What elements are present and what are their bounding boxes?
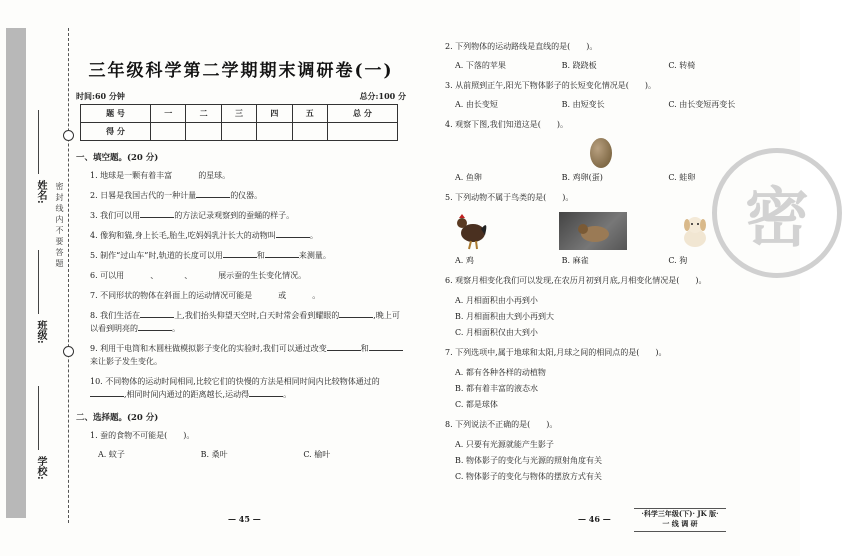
option-c[interactable]: C. 都是球体 (455, 400, 498, 409)
confidential-stamp: 密 (712, 148, 842, 278)
option-b[interactable]: B. 月相面积由大到小再到大 (455, 312, 554, 321)
footer-brand: 一 线 调 研 (662, 519, 698, 528)
option-a[interactable]: A. 都有各种各样的动植物 (455, 368, 546, 377)
option-a[interactable]: A. 由长变短 (455, 100, 498, 109)
option-b[interactable]: B. 都有着丰富的液态水 (455, 384, 538, 393)
score-cell[interactable] (186, 123, 221, 141)
sparrow-image (559, 212, 627, 250)
score-cell[interactable] (221, 123, 256, 141)
score-table (80, 104, 398, 141)
option-c[interactable]: C. 蛙卵 (668, 173, 696, 182)
score-header: 一 (151, 105, 186, 123)
rooster-image (451, 211, 491, 251)
fill-question: 7. 不同形状的物体在斜面上的运动情况可能是 或 。 (90, 291, 321, 300)
binding-strip (6, 28, 26, 518)
answer-blank[interactable] (196, 189, 230, 198)
score-header: 二 (186, 105, 221, 123)
score-cell[interactable] (151, 123, 186, 141)
answer-blank[interactable] (276, 229, 310, 238)
option-a[interactable]: A. 只要有光源就能产生影子 (455, 440, 554, 449)
binding-hole (63, 346, 74, 357)
binding-hole (63, 130, 74, 141)
class-blank[interactable] (38, 250, 39, 314)
footer-box (634, 508, 726, 532)
answer-blank[interactable] (138, 322, 172, 331)
time-limit: 时间:60 分钟 (76, 91, 125, 101)
answer-blank[interactable] (223, 249, 257, 258)
option-a[interactable]: A. 鱼卵 (455, 173, 482, 182)
option-b[interactable]: B. 麻雀 (561, 256, 589, 265)
option-b[interactable]: B. 由短变长 (561, 100, 605, 109)
school-label: 学校: (35, 456, 46, 480)
seal-line (68, 28, 69, 523)
fill-question: 1. 地球是一颗有着丰富 的星球。 (90, 171, 231, 180)
name-blank[interactable] (38, 110, 39, 174)
fill-question: 10. 不同物体的运动时间相同,比较它们的快慢的方法是相同时间内比较物体通过的,相同时间内通过的距离越长,运动得 。 (90, 377, 380, 399)
choice-options (98, 449, 406, 460)
fill-question: 8. 我们生活在 上,我们抬头仰望天空时,白天时常会看到耀眼的 ,晚上可以看到明亮的 。 (90, 311, 400, 333)
option-a[interactable]: A. 月相面积由小再到小 (455, 296, 538, 305)
fill-question: 5. 制作“过山车”时,轨道的长度可以用 和 来测量。 (90, 251, 331, 260)
answer-blank[interactable] (339, 309, 373, 318)
egg-image (590, 138, 612, 168)
score-header: 五 (292, 105, 327, 123)
choice-question: 6. 观察月相变化我们可以发现,在农历月初到月底,月相变化情况是( )。 (445, 276, 707, 285)
puppy-image (675, 212, 715, 250)
choice-question: 7. 下列选项中,属于地球和太阳,月球之间的相同点的是( )。 (445, 348, 667, 357)
answer-blank[interactable] (369, 342, 403, 351)
option-b[interactable]: B. 桑叶 (200, 450, 228, 459)
exam-title: 三年级科学第二学期期末调研卷(一) (88, 61, 394, 81)
left-page (76, 40, 406, 468)
footer-series: ·科学三年级(下)· JK 版· (641, 509, 719, 518)
option-a[interactable]: A. 蚊子 (98, 450, 125, 459)
answer-blank[interactable] (90, 388, 124, 397)
answer-blank[interactable] (140, 309, 174, 318)
choice-options (455, 255, 775, 266)
option-a[interactable]: A. 下落的苹果 (455, 61, 506, 70)
score-header: 总 分 (327, 105, 397, 123)
section-choice-heading: 二、选择题。(20 分) (76, 413, 159, 423)
answer-blank[interactable] (140, 209, 174, 218)
section-fill-heading: 一、填空题。(20 分) (76, 153, 159, 163)
choice-question: 2. 下列物体的运动路线是直线的是( )。 (445, 42, 598, 51)
option-b[interactable]: B. 鸡卵(蛋) (561, 173, 603, 182)
total-score: 总分:100 分 (359, 91, 406, 101)
page-number-left: — 45 — (228, 514, 261, 524)
score-label: 得 分 (81, 123, 151, 141)
choice-question: 8. 下列说法不正确的是( )。 (445, 420, 558, 429)
choice-options (455, 60, 775, 71)
fill-question: 2. 日晷是我国古代的一种计量 的仪器。 (90, 191, 263, 200)
score-cell[interactable] (292, 123, 327, 141)
score-cell[interactable] (257, 123, 292, 141)
option-c[interactable]: C. 月相面积仅由大到小 (455, 328, 538, 337)
score-header: 题 号 (81, 105, 151, 123)
answer-blank[interactable] (249, 388, 283, 397)
answer-blank[interactable] (327, 342, 361, 351)
page-number-right: — 46 — (578, 514, 611, 524)
option-c[interactable]: C. 狗 (668, 256, 688, 265)
choice-question: 1. 蚕的食物不可能是( )。 (90, 431, 195, 440)
fill-question: 4. 像狗和猫,身上长毛,胎生,吃妈妈乳汁长大的动物叫 。 (90, 231, 318, 240)
right-page (445, 40, 775, 486)
choice-question: 4. 观察下图,我们知道这是( )。 (445, 120, 568, 129)
exam-meta (76, 91, 406, 102)
answer-blank[interactable] (265, 249, 299, 258)
option-b[interactable]: B. 物体影子的变化与光源的照射角度有关 (455, 456, 602, 465)
option-a[interactable]: A. 鸡 (455, 256, 474, 265)
option-c[interactable]: C. 物体影子的变化与物体的摆放方式有关 (455, 472, 602, 481)
option-c[interactable]: C. 榆叶 (303, 450, 331, 459)
choice-question: 5. 下列动物不属于鸟类的是( )。 (445, 193, 574, 202)
school-blank[interactable] (38, 386, 39, 450)
name-label: 姓名: (35, 180, 46, 204)
option-c[interactable]: C. 转椅 (668, 61, 696, 70)
score-cell[interactable] (327, 123, 397, 141)
seal-warning: 密封线内不要答题 (55, 182, 64, 270)
fill-question: 6. 可以用 、 、 展示蚕的生长变化情况。 (90, 271, 307, 280)
score-header: 四 (257, 105, 292, 123)
option-b[interactable]: B. 跷跷板 (561, 61, 597, 70)
class-label: 班级: (35, 320, 46, 344)
score-header: 三 (221, 105, 256, 123)
fill-question: 9. 利用干电筒和木圆柱做模拟影子变化的实验时,我们可以通过改变 和来让影子发生变化。 (90, 342, 406, 368)
choice-question: 3. 从前照到正午,阳光下物体影子的长短变化情况是( )。 (445, 81, 656, 90)
fill-question: 3. 我们可以用 的方法记录观察到的蚕蛹的样子。 (90, 211, 295, 220)
choice-options (455, 99, 775, 110)
option-c[interactable]: C. 由长变短再变长 (668, 100, 736, 109)
